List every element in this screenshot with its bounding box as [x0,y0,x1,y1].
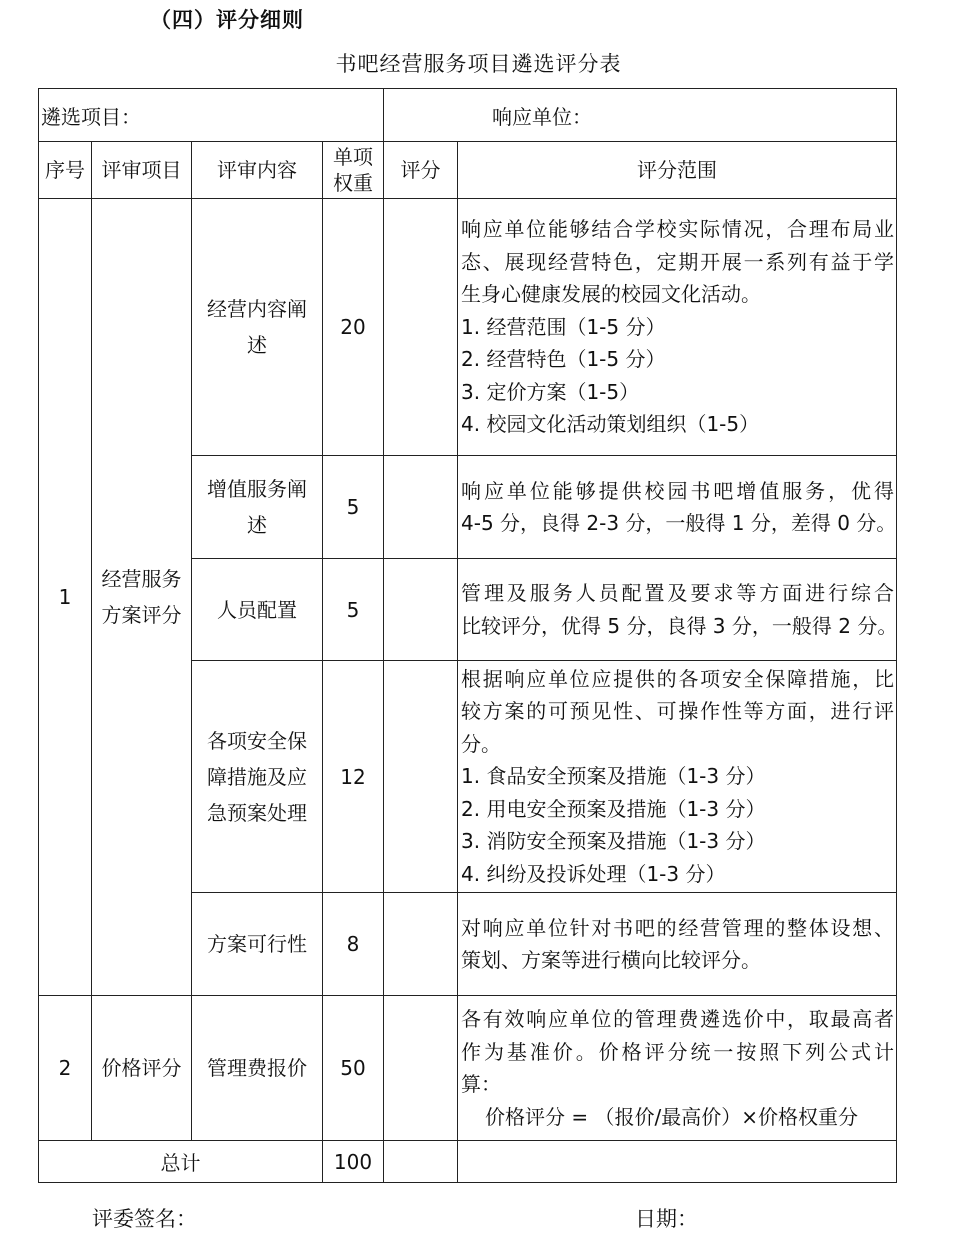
content-line: 障措施及应 [207,764,307,789]
responder-label: 响应单位： [384,89,897,142]
range-line: 分。 [461,731,501,756]
seq-cell: 1 [39,199,92,996]
score-cell[interactable] [384,661,458,893]
range-line: 态、展现经营特色，定期开展一系列有益于学 [461,249,894,274]
project-info-row [39,89,897,142]
content-line: 述 [247,333,267,357]
content-cell [192,996,323,1141]
content-line: 方案可行性 [207,932,307,956]
range-line: 算： [461,1072,501,1096]
score-cell[interactable] [384,996,458,1141]
range-cell [458,661,897,893]
range-line: 1. 食品安全预案及措施（1-3 分） [461,764,766,789]
signature-label: 评委签名： [92,1207,197,1231]
content-line: 述 [247,513,267,537]
weight-cell: 5 [323,456,384,559]
col-weight-header-line2: 权重 [333,171,373,195]
range-line: 3. 定价方案（1-5） [461,379,640,404]
weight-cell: 5 [323,559,384,661]
range-line: 作为基准价。价格评分统一按照下列公式计 [461,1039,894,1064]
col-weight-header [323,142,384,199]
total-row [39,1141,897,1183]
project-label: 遴选项目： [39,89,384,142]
col-range-header: 评分范围 [458,142,897,199]
range-cell [458,199,897,456]
content-line: 人员配置 [217,597,297,622]
col-weight-header-line1: 单项 [333,145,373,169]
content-cell [192,199,323,456]
content-cell [192,456,323,559]
weight-cell: 8 [323,893,384,996]
range-line: 根据响应单位应提供的各项安全保障措施，比 [461,666,894,691]
range-cell [458,456,897,559]
range-cell [458,559,897,661]
range-line: 2. 用电安全预案及措施（1-3 分） [461,796,766,821]
scoring-table [38,88,897,1183]
range-cell [458,996,897,1141]
range-line: 3. 消防安全预案及措施（1-3 分） [461,829,766,854]
item-line: 经营服务 [101,567,182,591]
score-cell[interactable] [384,893,458,996]
content-line: 经营内容阐 [207,297,307,321]
range-line: 比较评分，优得 5 分，良得 3 分，一般得 2 分。 [461,613,898,638]
item-cell [92,996,192,1141]
formula-line: 价格评分 = （报价/最高价）×价格权重分 [485,1104,858,1129]
col-content-header: 评审内容 [192,142,323,199]
col-score-header: 评分 [384,142,458,199]
range-line: 生身心健康发展的校园文化活动。 [461,282,761,307]
content-line: 急预案处理 [207,800,307,825]
table-title: 书吧经营服务项目遴选评分表 [335,52,622,76]
range-line: 策划、方案等进行横向比较评分。 [461,948,761,972]
item-line: 方案评分 [101,603,182,627]
table-row [39,996,897,1141]
range-line: 对响应单位针对书吧的经营管理的整体设想、 [461,915,894,940]
score-cell[interactable] [384,199,458,456]
range-line: 4. 校园文化活动策划组织（1-5） [461,412,760,437]
range-line: 2. 经营特色（1-5 分） [461,347,666,372]
weight-cell: 12 [323,661,384,893]
section-heading: （四）评分细则 [150,8,304,32]
range-line: 1. 经营范围（1-5 分） [461,314,666,339]
score-cell[interactable] [384,559,458,661]
range-line: 响应单位能够提供校园书吧增值服务，优得 [461,478,894,503]
range-line: 4-5 分，良得 2-3 分，一般得 1 分，差得 0 分。 [461,511,897,535]
table-row [39,199,897,456]
col-item-header: 评审项目 [92,142,192,199]
range-cell [458,893,897,996]
header-row [39,142,897,199]
weight-cell: 50 [323,996,384,1141]
item-line: 价格评分 [101,1056,182,1080]
content-cell [192,661,323,893]
content-cell [192,893,323,996]
item-cell [92,199,192,996]
range-line: 管理及服务人员配置及要求等方面进行综合 [461,581,894,605]
score-cell[interactable] [384,456,458,559]
total-score[interactable] [384,1141,458,1183]
total-range [458,1141,897,1183]
range-line: 响应单位能够结合学校实际情况，合理布局业 [461,217,894,242]
col-seq-header: 序号 [39,142,92,199]
range-line: 4. 纠纷及投诉处理（1-3 分） [461,861,726,886]
total-label: 总计 [39,1141,323,1183]
content-line: 各项安全保 [207,728,307,753]
content-line: 管理费报价 [207,1056,307,1080]
date-label: 日期： [635,1207,698,1231]
total-weight: 100 [323,1141,384,1183]
seq-cell: 2 [39,996,92,1141]
range-line: 较方案的可预见性、可操作性等方面，进行评 [461,699,894,724]
range-line: 各有效响应单位的管理费遴选价中，取最高者 [461,1007,894,1031]
content-line: 增值服务阐 [207,477,307,501]
weight-cell: 20 [323,199,384,456]
content-cell [192,559,323,661]
